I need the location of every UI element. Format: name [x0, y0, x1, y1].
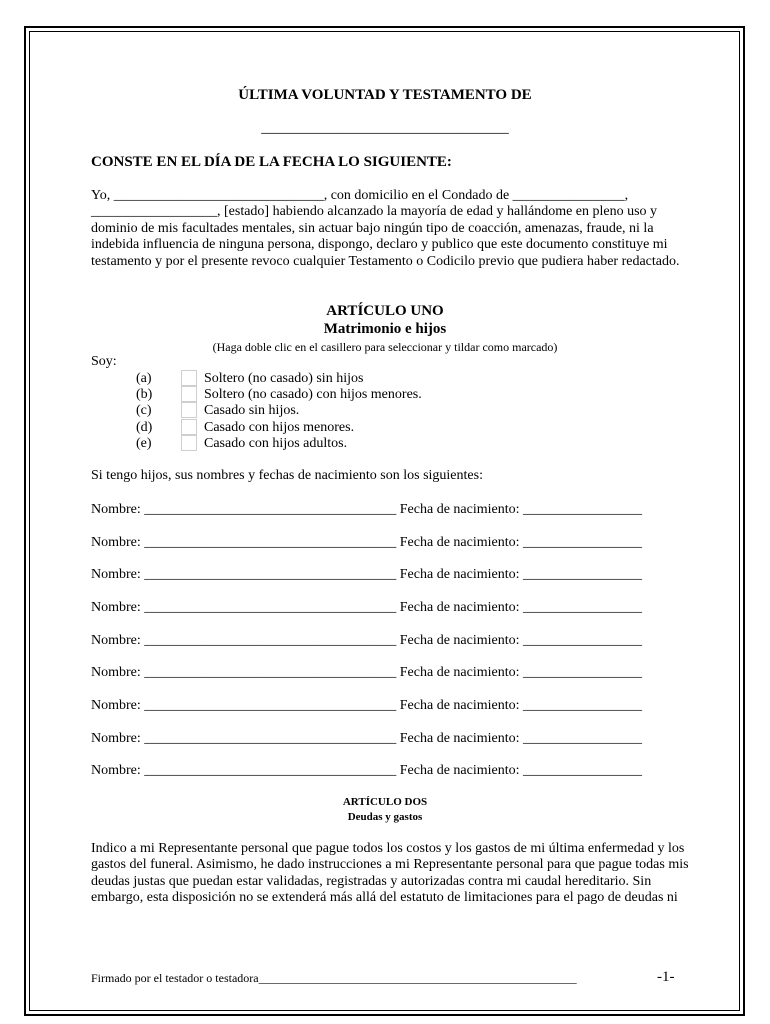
- option-letter: (a): [136, 371, 152, 386]
- checkbox-instruction: (Haga doble clic en el casillero para seleccionar y tildar como marcado): [212, 340, 558, 354]
- option-label: Casado sin hijos.: [204, 403, 300, 418]
- option-checkbox[interactable]: [181, 386, 197, 402]
- child-row[interactable]: Nombre: ____________________________________ Fecha de nacimiento: _________________: [91, 502, 642, 517]
- testator-name-line: _________________________________: [261, 120, 509, 136]
- child-row[interactable]: Nombre: ____________________________________ Fecha de nacimiento: _________________: [91, 633, 642, 648]
- marital-option-e: [0, 436, 770, 452]
- option-letter: (d): [136, 420, 153, 435]
- option-label: Casado con hijos adultos.: [204, 436, 348, 451]
- marital-option-d: [0, 420, 770, 436]
- article-two-subheading: Deudas y gastos: [347, 811, 423, 823]
- option-checkbox[interactable]: [181, 419, 197, 435]
- option-letter: (e): [136, 436, 152, 451]
- page-number: -1-: [657, 969, 675, 985]
- option-letter: (b): [136, 387, 153, 402]
- conste-heading: CONSTE EN EL DÍA DE LA FECHA LO SIGUIENTE:: [91, 154, 452, 170]
- signature-line: Firmado por el testador o testadora_____________________________________________________: [91, 971, 577, 985]
- marital-option-a: [0, 371, 770, 387]
- option-checkbox[interactable]: [181, 402, 197, 418]
- article-one-subheading: Matrimonio e hijos: [323, 321, 447, 337]
- debts-paragraph: Indico a mi Representante personal que pague todos los costos y los gastos de mi última enfermedad y los gastos del funeral. Asimismo, he dado instrucciones a mi Representante personal para que pague todas mis deudas justas que puedan estar validadas, registradas y autorizadas contra mi caudal hereditario. Sin embargo, esta disposición no se extenderá más allá del estatuto de limitaciones para el pago de deudas ni: [91, 841, 689, 906]
- option-label: Soltero (no casado) con hijos menores.: [204, 387, 422, 402]
- child-row[interactable]: Nombre: ____________________________________ Fecha de nacimiento: _________________: [91, 600, 642, 615]
- intro-paragraph: Yo, ______________________________, con domicilio en el Condado de ________________, __________________, [estado] habiendo alcanzado la mayoría de edad y hallándome en pleno uso y dominio de mis facultades mentales, sin actuar bajo ningún tipo de coacción, amenazas, fraude, ni la indebida influencia de ninguna persona, dispongo, declaro y publico que este documento constituye mi testamento y por el presente revoco cualquier Testamento o Codicilo previo que pudiera haber redactado.: [91, 188, 680, 269]
- child-row[interactable]: Nombre: ____________________________________ Fecha de nacimiento: _________________: [91, 567, 642, 582]
- child-row[interactable]: Nombre: ____________________________________ Fecha de nacimiento: _________________: [91, 535, 642, 550]
- soy-label: Soy:: [91, 354, 117, 369]
- child-row[interactable]: Nombre: ____________________________________ Fecha de nacimiento: _________________: [91, 665, 642, 680]
- option-letter: (c): [136, 403, 152, 418]
- child-row[interactable]: Nombre: ____________________________________ Fecha de nacimiento: _________________: [91, 731, 642, 746]
- option-checkbox[interactable]: [181, 435, 197, 451]
- article-two-heading: ARTÍCULO DOS: [342, 796, 428, 808]
- marital-option-c: [0, 403, 770, 419]
- option-checkbox[interactable]: [181, 370, 197, 386]
- child-row[interactable]: Nombre: ____________________________________ Fecha de nacimiento: _________________: [91, 763, 642, 778]
- option-label: Soltero (no casado) sin hijos: [204, 371, 364, 386]
- option-label: Casado con hijos menores.: [204, 420, 355, 435]
- article-one-heading: ARTÍCULO UNO: [326, 303, 444, 319]
- children-intro: Si tengo hijos, sus nombres y fechas de nacimiento son los siguientes:: [91, 468, 483, 483]
- child-row[interactable]: Nombre: ____________________________________ Fecha de nacimiento: _________________: [91, 698, 642, 713]
- marital-option-b: [0, 387, 770, 403]
- document-title: ÚLTIMA VOLUNTAD Y TESTAMENTO DE: [238, 87, 532, 103]
